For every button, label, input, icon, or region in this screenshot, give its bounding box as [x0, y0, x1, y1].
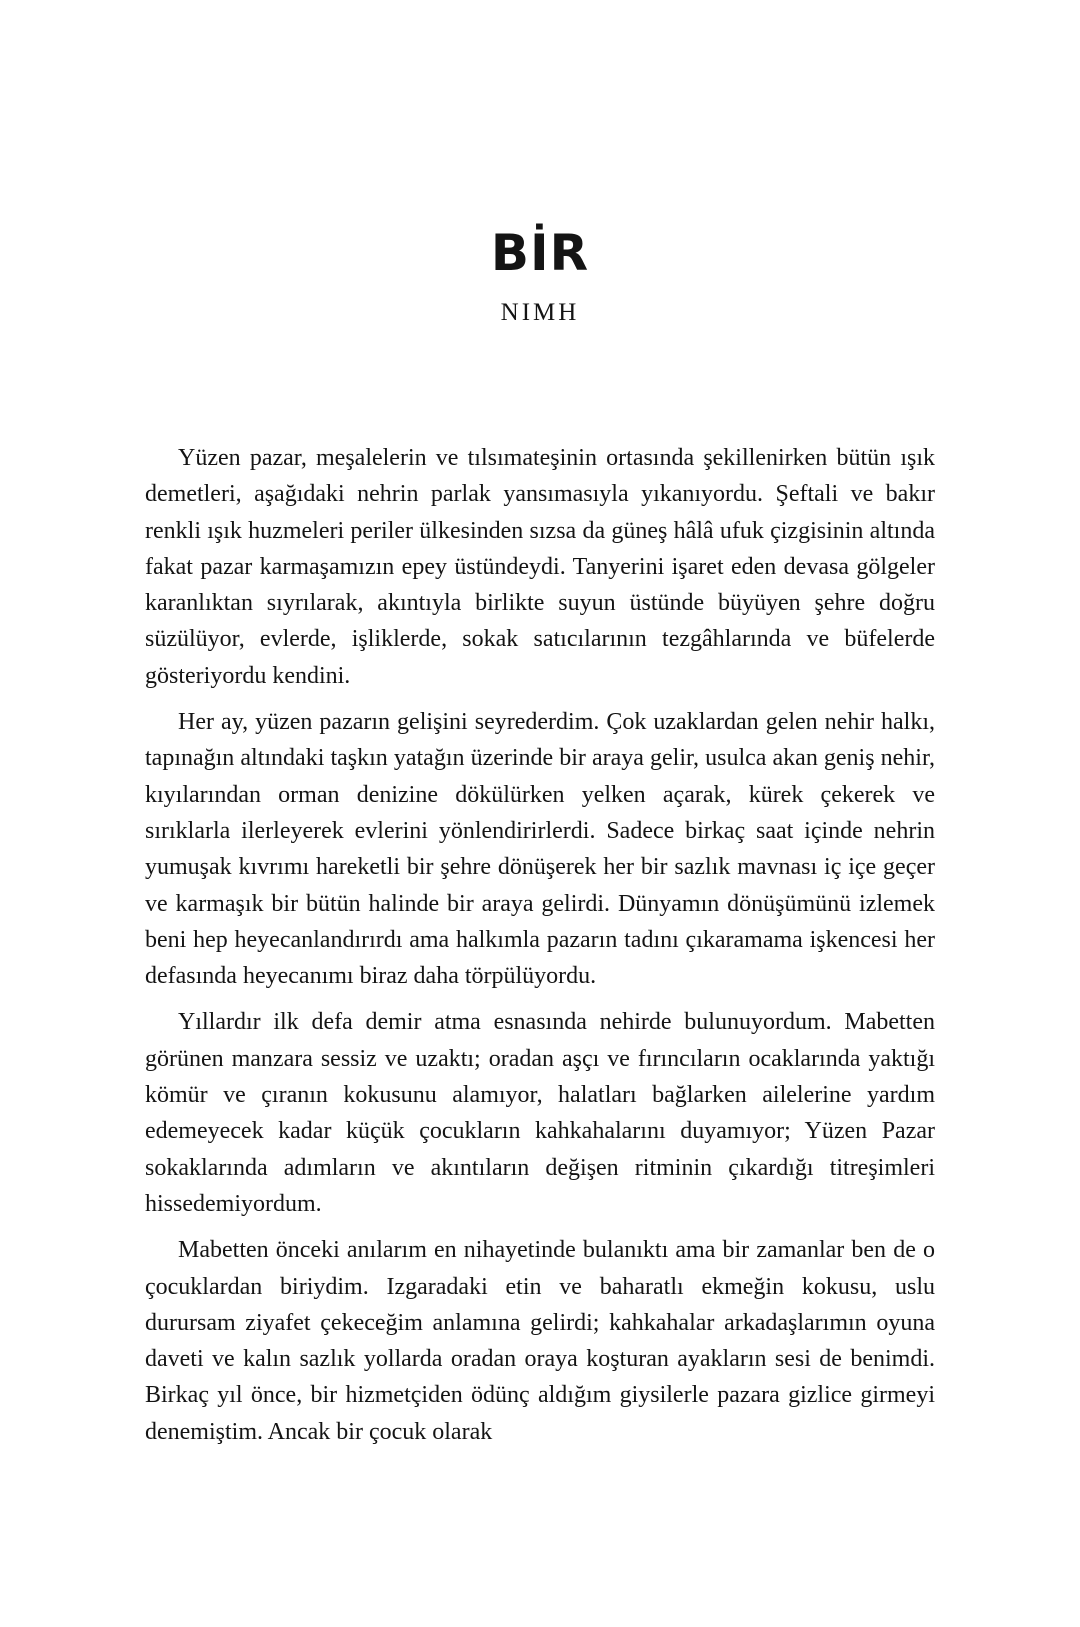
paragraph: Her ay, yüzen pazarın gelişini seyrederdim. Çok uzaklardan gelen nehir halkı, tapınağın altındaki taşkın yatağın üzerinde bir araya gelir, usulca akan geniş nehir, kıyılarından orman denizine dökülürken yelken açarak, kürek çekerek ve sırıklarla ilerleyerek evlerini yönlendirirlerdi. Sadece birkaç saat içinde nehrin yumuşak kıvrımı hareketli bir şehre dönüşerek her bir sazlık mavnası iç içe geçer ve karmaşık bir bütün halinde bir araya gelirdi. Dünyamın dönüşümünü izlemek beni hep heyecanlandırırdı ama halkımla pazarın tadını çıkaramama işkencesi her defasında heyecanımı biraz daha törpülüyordu.	[145, 709, 935, 990]
chapter-number: BİR	[490, 224, 590, 282]
chapter-title: NIMH	[500, 299, 580, 326]
body-text	[145, 440, 935, 1450]
paragraph: Mabetten önceki anılarım en nihayetinde bulanıktı ama bir zamanlar ben de o çocuklardan biriydim. Izgaradaki etin ve baharatlı ekmeğin kokusu, uslu durursam ziyafet çekeceğim anlamına gelirdi; kahkahalar arkadaşlarımın oyuna daveti ve kalın sazlık yollarda oradan oraya koşturan ayakların sesi de benimdi. Birkaç yıl önce, bir hizmetçiden ödünç aldığım giysilerle pazara gizlice girmeyi denemiştim. Ancak bir çocuk olarak	[145, 1237, 935, 1445]
paragraph: Yüzen pazar, meşalelerin ve tılsımateşinin ortasında şekillenirken bütün ışık demetleri, aşağıdaki nehrin parlak yansımasıyla yıkanıyordu. Şeftali ve bakır renkli ışık huzmeleri periler ülkesinden sızsa da güneş hâlâ ufuk çizgisinin altında fakat pazar karmaşamızın epey üstündeydi. Tanyerini işaret eden devasa gölgeler karanlıktan sıyrılarak, akıntıyla birlikte suyun üstünde büyüyen şehre doğru süzülüyor, evlerde, işliklerde, sokak satıcılarının tezgâhlarında ve büfelerde gösteriyordu kendini.	[145, 445, 935, 689]
paragraph: Yıllardır ilk defa demir atma esnasında nehirde bulunuyordum. Mabetten görünen manzara sessiz ve uzaktı; oradan aşçı ve fırıncıların ocaklarında yaktığı kömür ve çıranın kokusunu alamıyor, halatları bağlarken ailelerine yardım edemeyecek kadar küçük çocukların kahkahalarını duyamıyor; Yüzen Pazar sokaklarında adımların ve akıntıların değişen ritminin çıkardığı titreşimleri hissedemiyordum.	[145, 1009, 935, 1217]
